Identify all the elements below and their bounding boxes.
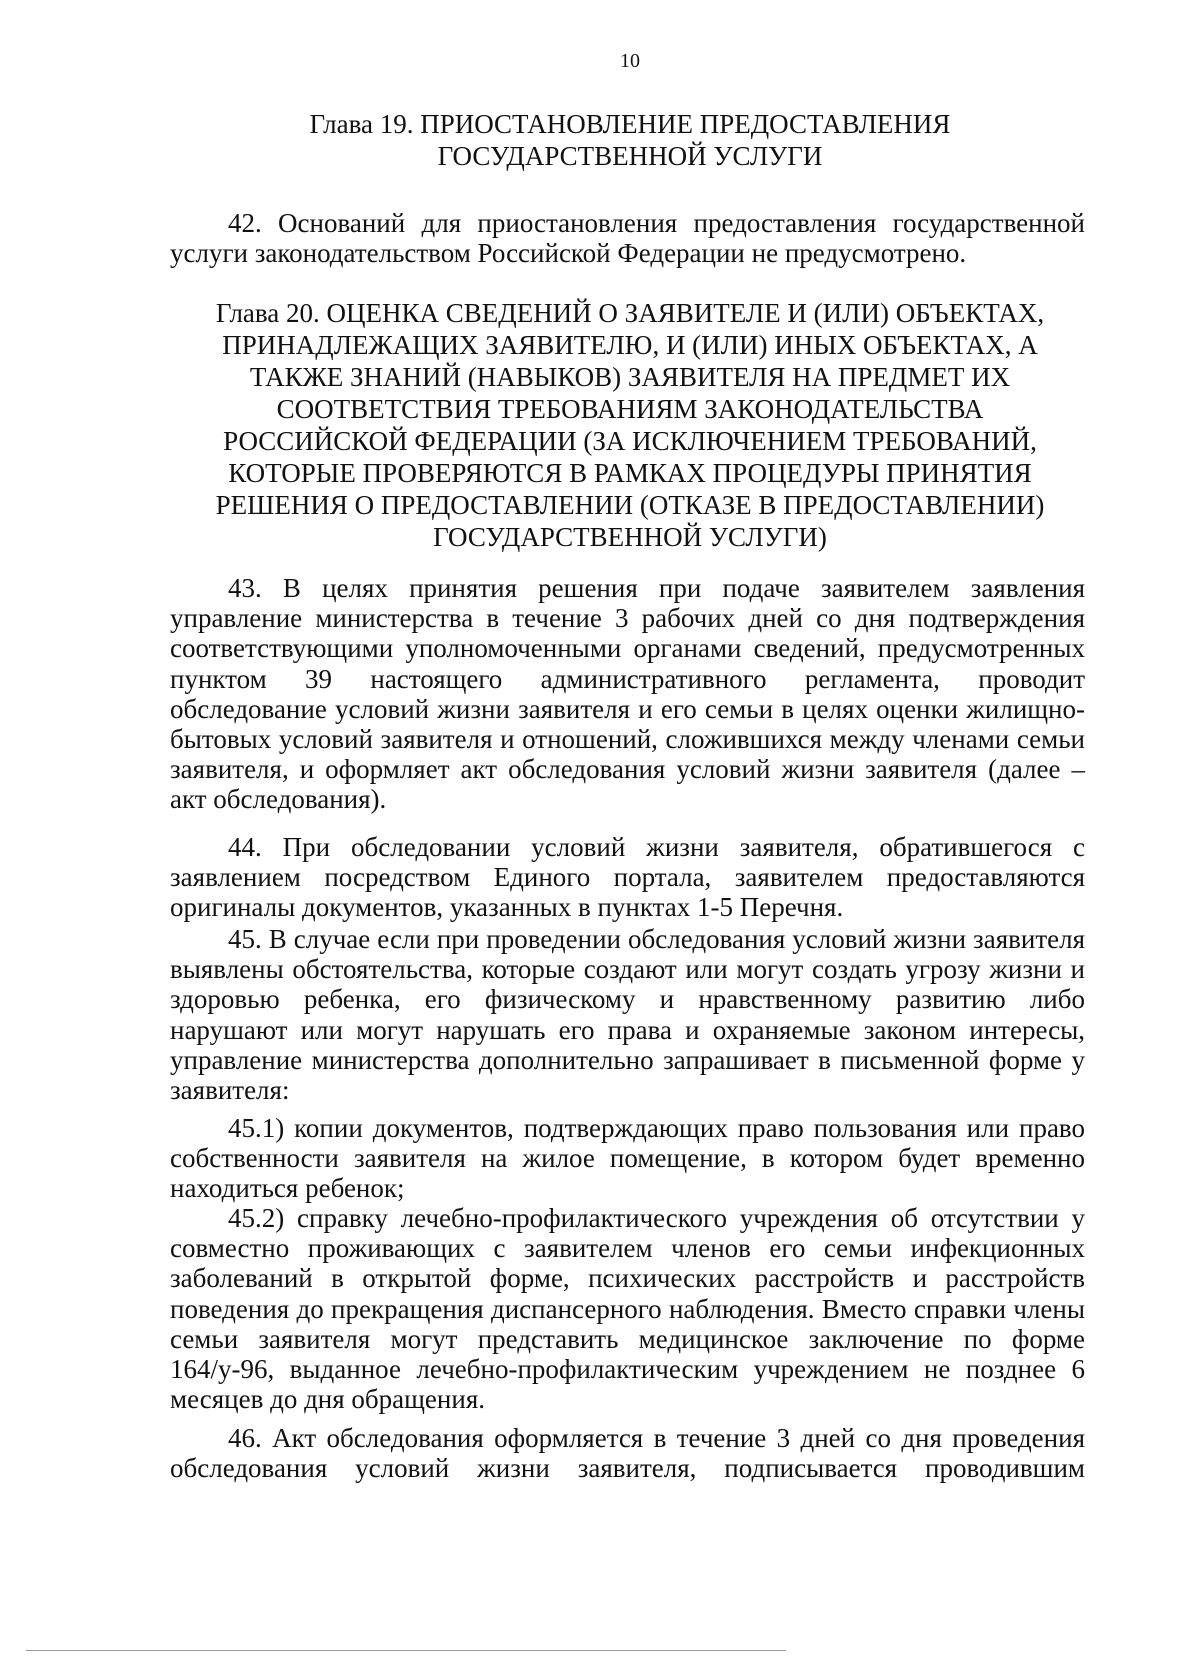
text-line: заболеваний в открытой форме, психических расстройств и расстройств [170, 1263, 1085, 1294]
paragraph-46 [170, 1423, 1085, 1483]
paragraph-42 [170, 208, 1085, 268]
text-line: заявителя: [170, 1075, 290, 1106]
text-line: 164/у-96, выданное лечебно-профилактическим учреждением не позднее 6 [170, 1354, 1085, 1385]
paragraph-45-1 [170, 1113, 1085, 1204]
text-line: заявителя, и оформляет акт обследования условий жизни заявителя (далее – [170, 754, 1085, 785]
text-line: пунктом 39 настоящего административного регламента, проводит [170, 663, 1085, 694]
paragraph-45-2 [170, 1203, 1085, 1414]
text-line: 45.2) справку лечебно-профилактического учреждения об отсутствии у [228, 1203, 1085, 1233]
chapter-20-title-line: РОССИЙСКОЙ ФЕДЕРАЦИИ (ЗА ИСКЛЮЧЕНИЕМ ТРЕБОВАНИЙ, [223, 426, 1037, 456]
text-line: поведения до прекращения диспансерного наблюдения. Вместо справки члены [170, 1293, 1085, 1324]
chapter-20-title-line: ТАКЖЕ ЗНАНИЙ (НАВЫКОВ) ЗАЯВИТЕЛЯ НА ПРЕДМЕТ ИХ [249, 362, 1011, 392]
text-line: управление министерства в течение 3 рабочих дней со дня подтверждения [170, 603, 1085, 634]
text-line: нарушают или могут нарушать его права и охраняемые законом интересы, [170, 1014, 1085, 1045]
text-line: обследование условий жизни заявителя и его семьи в целях оценки жилищно- [170, 693, 1085, 724]
chapter-20-title-line: ГОСУДАРСТВЕННОЙ УСЛУГИ) [433, 522, 827, 552]
chapter-20-title-line: ПРИНАДЛЕЖАЩИХ ЗАЯВИТЕЛЮ, И (ИЛИ) ИНЫХ ОБЪЕКТАХ, А [222, 330, 1038, 360]
paragraph-43 [170, 573, 1085, 815]
text-line: услуги законодательством Российской Федерации не предусмотрено. [170, 238, 967, 269]
text-line: выявлены обстоятельства, которые создают или могут создать угрозу жизни и [170, 954, 1085, 985]
text-line: находиться ребенок; [170, 1173, 405, 1204]
chapter-19-heading [170, 108, 1090, 172]
paragraph-45 [170, 924, 1085, 1105]
text-line: заявлением посредством Единого портала, заявителем предоставляются [170, 862, 1085, 893]
text-line: бытовых условий заявителя и отношений, сложившихся между членами семьи [170, 724, 1085, 755]
text-line: совместно проживающих с заявителем членов его семьи инфекционных [170, 1233, 1085, 1264]
text-line: 45. В случае если при проведении обследования условий жизни заявителя [228, 924, 1085, 954]
scan-edge-line [26, 1650, 786, 1651]
paragraph-44 [170, 832, 1085, 923]
text-line: собственности заявителя на жилое помещение, в котором будет временно [170, 1143, 1085, 1174]
chapter-20-heading [170, 297, 1090, 553]
text-line: акт обследования). [170, 784, 387, 815]
text-line: 45.1) копии документов, подтверждающих право пользования или право [228, 1113, 1085, 1143]
page-number: 10 [620, 50, 640, 72]
text-line: семьи заявителя могут представить медицинское заключение по форме [170, 1323, 1085, 1354]
chapter-20-title-line: Глава 20. ОЦЕНКА СВЕДЕНИЙ О ЗАЯВИТЕЛЕ И (ИЛИ) ОБЪЕКТАХ, [215, 298, 1045, 328]
chapter-19-title-line: ГОСУДАРСТВЕННОЙ УСЛУГИ [437, 141, 823, 171]
text-line: 42. Оснований для приостановления предоставления государственной [228, 208, 1085, 238]
text-line: обследования условий жизни заявителя, подписывается проводившим [170, 1453, 1085, 1484]
chapter-20-title-line: СООТВЕТСТВИЯ ТРЕБОВАНИЯМ ЗАКОНОДАТЕЛЬСТВА [276, 394, 984, 424]
chapter-20-title-line: РЕШЕНИЯ О ПРЕДОСТАВЛЕНИИ (ОТКАЗЕ В ПРЕДОСТАВЛЕНИИ) [215, 490, 1045, 520]
text-line: управление министерства дополнительно запрашивает в письменной форме у [170, 1044, 1085, 1075]
chapter-19-title-line: Глава 19. ПРИОСТАНОВЛЕНИЕ ПРЕДОСТАВЛЕНИЯ [309, 109, 951, 139]
text-line: здоровью ребенка, его физическому и нравственному развитию либо [170, 984, 1085, 1015]
chapter-20-title-line: КОТОРЫЕ ПРОВЕРЯЮТСЯ В РАМКАХ ПРОЦЕДУРЫ ПРИНЯТИЯ [228, 458, 1032, 488]
text-line: 46. Акт обследования оформляется в течение 3 дней со дня проведения [228, 1423, 1085, 1453]
text-line: месяцев до дня обращения. [170, 1384, 485, 1415]
text-line: 43. В целях принятия решения при подаче заявителем заявления [228, 573, 1085, 603]
text-line: соответствующими уполномоченными органами сведений, предусмотренных [170, 633, 1085, 664]
text-line: оригиналы документов, указанных в пунктах 1-5 Перечня. [170, 892, 844, 923]
text-line: 44. При обследовании условий жизни заявителя, обратившегося с [228, 832, 1085, 862]
